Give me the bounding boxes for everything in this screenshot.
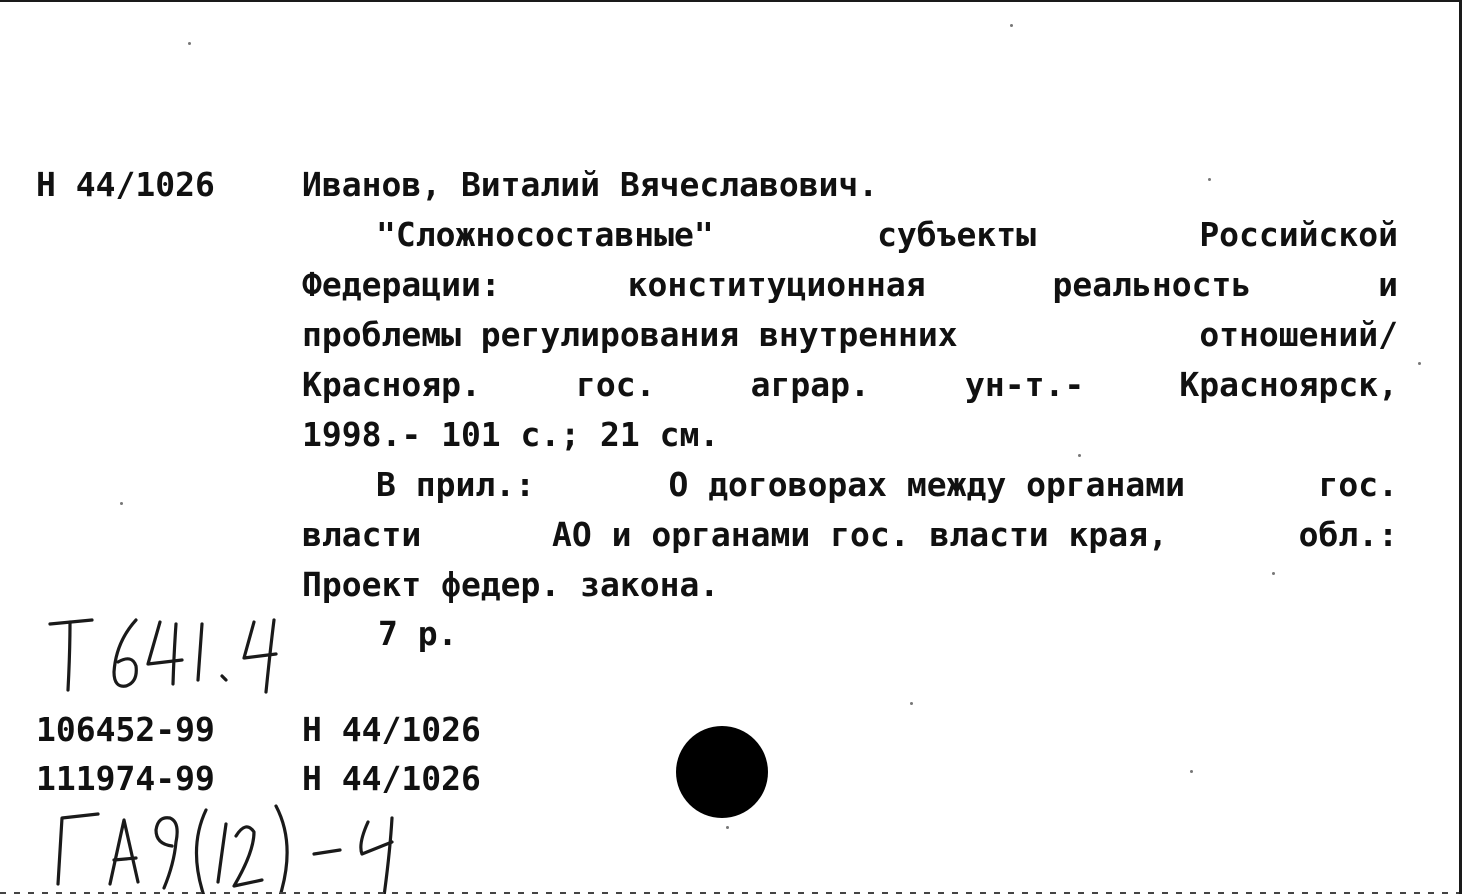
- note-word: обл.:: [1298, 515, 1398, 554]
- note-word: гос.: [1318, 465, 1398, 504]
- punch-hole: [676, 726, 768, 818]
- imprint-word: гос.: [575, 365, 656, 404]
- note-line-1: [302, 460, 1398, 510]
- note-line-3: Проект федер. закона.: [302, 565, 720, 604]
- title-word: Российской: [1199, 215, 1398, 254]
- title-line-3: [302, 310, 1398, 360]
- note-line-2: [302, 510, 1398, 560]
- title-word: "Сложносоставные": [376, 215, 714, 254]
- note-word: О договорах между органами: [668, 465, 1186, 504]
- imprint-word: аграр.: [750, 365, 870, 404]
- speck: [1418, 362, 1421, 365]
- price: 7 р.: [378, 614, 458, 653]
- title-word: отношений/: [1199, 315, 1398, 354]
- speck: [120, 502, 123, 505]
- imprint-word: ун-т.-: [965, 365, 1085, 404]
- title-word: и: [1378, 265, 1398, 304]
- speck: [1272, 572, 1275, 575]
- handwritten-classification: [40, 602, 320, 702]
- speck: [1078, 454, 1081, 457]
- inventory-shelf-mark: Н 44/1026: [302, 759, 481, 798]
- title-line-2: [302, 260, 1398, 310]
- title-word: субъекты: [877, 215, 1037, 254]
- inventory-shelf-mark: Н 44/1026: [302, 710, 481, 749]
- speck: [1208, 178, 1211, 181]
- title-line-1: [302, 210, 1398, 260]
- collation-line: 1998.- 101 с.; 21 см.: [302, 415, 720, 454]
- bibliographic-entry: [302, 160, 1398, 610]
- card-bottom-edge: [0, 892, 1459, 894]
- title-word: Федерации:: [302, 265, 501, 304]
- imprint-word: Краснояр.: [302, 365, 481, 404]
- handwritten-mark: [40, 792, 440, 894]
- author-heading: Иванов, Виталий Вячеславович.: [302, 165, 879, 204]
- inventory-number: 111974-99: [36, 759, 215, 798]
- call-number: Н 44/1026: [36, 165, 215, 204]
- speck: [910, 702, 913, 705]
- note-word: В прил.:: [376, 465, 535, 504]
- note-word: власти: [302, 515, 422, 554]
- imprint-word: Красноярск,: [1179, 365, 1398, 404]
- speck: [188, 42, 191, 45]
- title-word: проблемы регулирования внутренних: [302, 315, 958, 354]
- speck: [1190, 770, 1193, 773]
- imprint-line: [302, 360, 1398, 410]
- title-word: реальность: [1052, 265, 1252, 304]
- note-word: АО и органами гос. власти края,: [551, 515, 1168, 554]
- inventory-number: 106452-99: [36, 710, 215, 749]
- speck: [1010, 24, 1013, 27]
- speck: [726, 826, 729, 829]
- title-word: конституционная: [627, 265, 926, 304]
